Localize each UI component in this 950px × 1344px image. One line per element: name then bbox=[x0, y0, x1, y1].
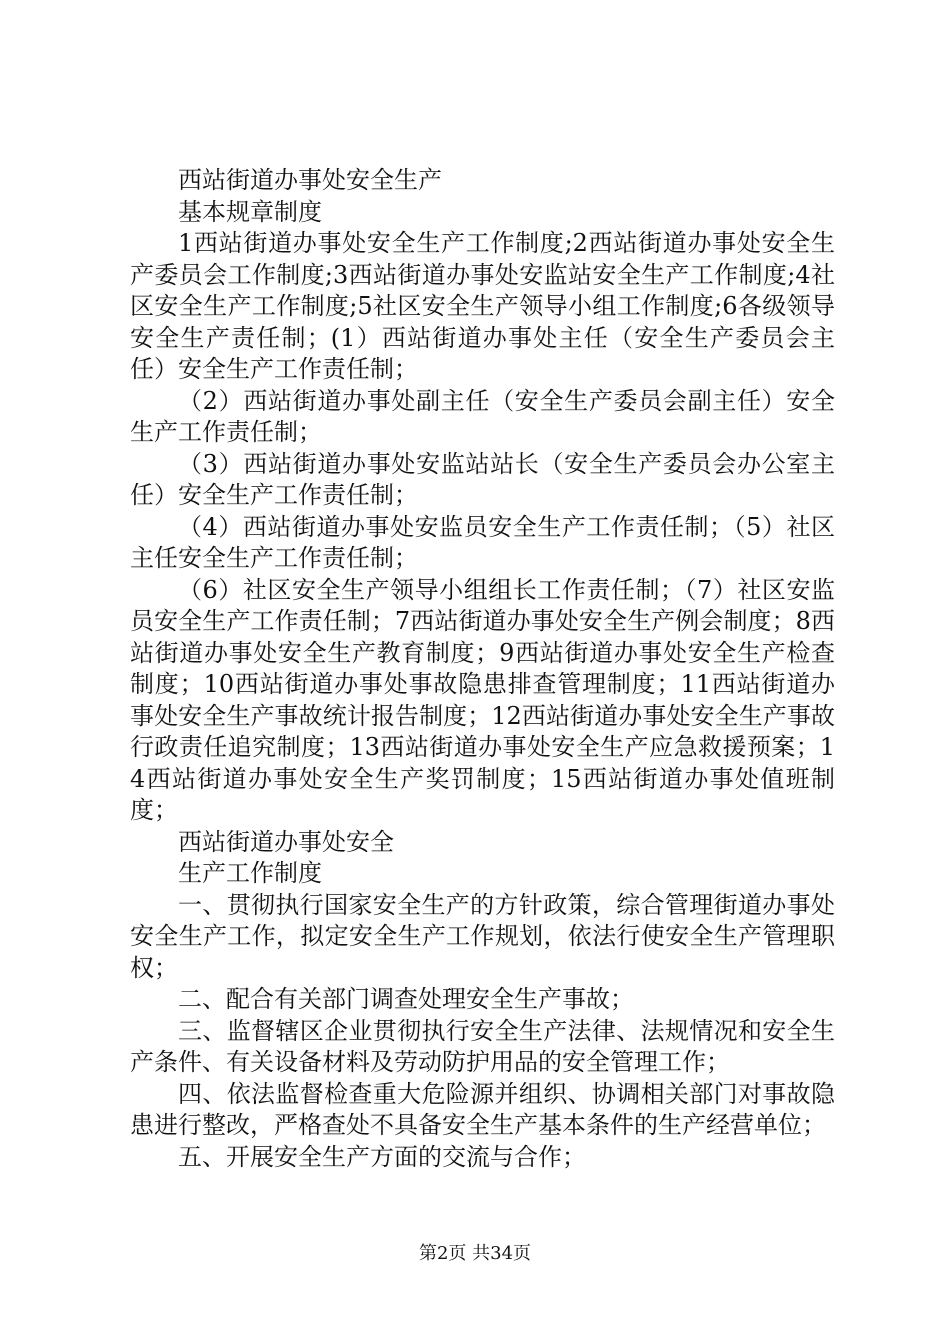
paragraph: （2）西站街道办事处副主任（安全生产委员会副主任）安全生产工作责任制； bbox=[130, 386, 835, 446]
doc-title-line-2: 基本规章制度 bbox=[178, 197, 322, 226]
paragraph: 三、监督辖区企业贯彻执行安全生产法律、法规情况和安全生产条件、有关设备材料及劳动防护用品的安全管理工作； bbox=[130, 1016, 835, 1076]
paragraph: 一、贯彻执行国家安全生产的方针政策，综合管理街道办事处安全生产工作，拟定安全生产工作规划，依法行使安全生产管理职权； bbox=[130, 890, 835, 982]
doc-title-line-1: 西站街道办事处安全生产 bbox=[178, 166, 442, 194]
paragraph: （4）西站街道办事处安监员安全生产工作责任制；（5）社区主任安全生产工作责任制； bbox=[130, 512, 835, 572]
paragraph: 1西站街道办事处安全生产工作制度;2西站街道办事处安全生产委员会工作制度;3西站街道办事处安监站安全生产工作制度;4社区安全生产工作制度;5社区安全生产领导小组工作制度;6各级领导安全生产责任制；(1）西站街道办事处主任（安全生产委员会主任）安全生产工作责任制； bbox=[130, 229, 835, 383]
paragraph: 四、依法监督检查重大危险源并组织、协调相关部门对事故隐患进行整改，严格查处不具备安全生产基本条件的生产经营单位； bbox=[130, 1079, 835, 1139]
paragraph: （3）西站街道办事处安监站站长（安全生产委员会办公室主任）安全生产工作责任制； bbox=[130, 449, 835, 509]
paragraph: 二、配合有关部门调查处理安全生产事故； bbox=[178, 985, 634, 1013]
page-number-footer: 第2页 共34页 bbox=[418, 1243, 532, 1264]
section-title-line-2: 生产工作制度 bbox=[178, 859, 322, 887]
section-title-line-1: 西站街道办事处安全 bbox=[178, 827, 394, 856]
document-body bbox=[130, 165, 835, 1173]
paragraph: 五、开展安全生产方面的交流与合作； bbox=[178, 1142, 586, 1171]
paragraph: （6）社区安全生产领导小组组长工作责任制；（7）社区安监员安全生产工作责任制；7西站街道办事处安全生产例会制度；8西站街道办事处安全生产教育制度；9西站街道办事处安全生产检查制度；10西站街道办事处事故隐患排查管理制度；11西站街道办事处安全生产事故统计报告制度；12西站街道办事处安全生产事故行政责任追究制度；13西站街道办事处安全生产应急救援预案；14西站街道办事处安全生产奖罚制度；15西站街道办事处值班制度； bbox=[130, 575, 835, 824]
